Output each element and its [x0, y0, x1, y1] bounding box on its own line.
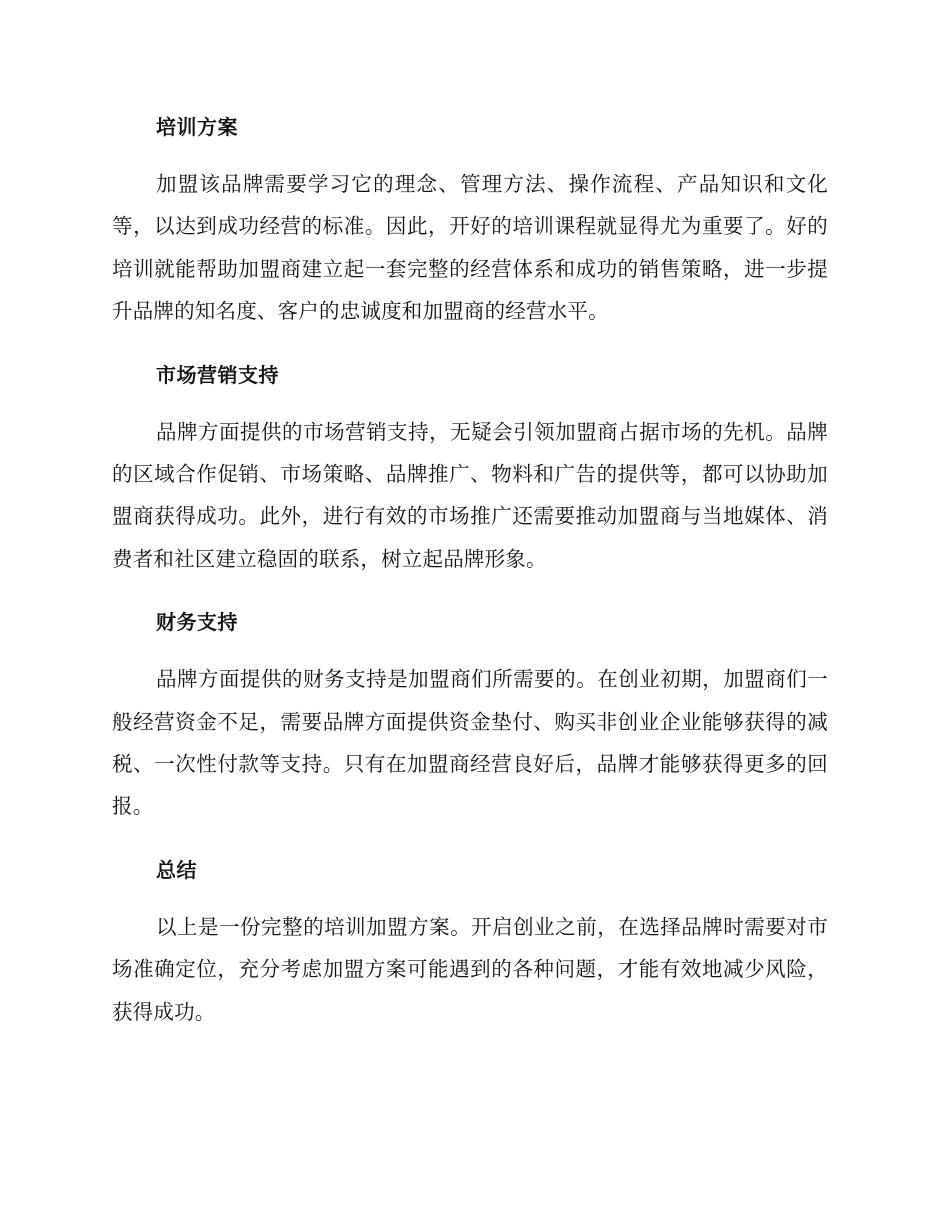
section-paragraph: 品牌方面提供的市场营销支持，无疑会引领加盟商占据市场的先机。品牌的区域合作促销、市场策略、品牌推广、物料和广告的提供等，都可以协助加盟商获得成功。此外，进行有效的市场推广还需要推动加盟商与当地媒体、消费者和社区建立稳固的联系，树立起品牌形象。: [112, 419, 828, 571]
section-heading: 培训方案: [156, 115, 238, 139]
section-financial-support: [112, 603, 828, 828]
section-marketing-support: [112, 356, 828, 581]
section-heading: 市场营销支持: [156, 362, 279, 387]
section-paragraph: 以上是一份完整的培训加盟方案。开启创业之前，在选择品牌时需要对市场准确定位，充分考虑加盟方案可能遇到的各种问题，才能有效地减少风险，获得成功。: [112, 914, 828, 1024]
document-body: [112, 108, 828, 1033]
section-paragraph: 加盟该品牌需要学习它的理念、管理方法、操作流程、产品知识和文化等，以达到成功经营的标准。因此，开好的培训课程就显得尤为重要了。好的培训就能帮助加盟商建立起一套完整的经营体系和成功的销售策略，进一步提升品牌的知名度、客户的忠诚度和加盟商的经营水平。: [112, 172, 828, 324]
section-summary: [112, 851, 828, 1033]
section-heading: 财务支持: [156, 610, 238, 635]
section-heading: 总结: [156, 857, 197, 882]
section-training-plan: [112, 108, 828, 333]
section-paragraph: 品牌方面提供的财务支持是加盟商们所需要的。在创业初期，加盟商们一般经营资金不足，需要品牌方面提供资金垫付、购买非创业企业能够获得的减税、一次性付款等支持。只有在加盟商经营良好后，品牌才能够获得更多的回报。: [112, 667, 828, 819]
